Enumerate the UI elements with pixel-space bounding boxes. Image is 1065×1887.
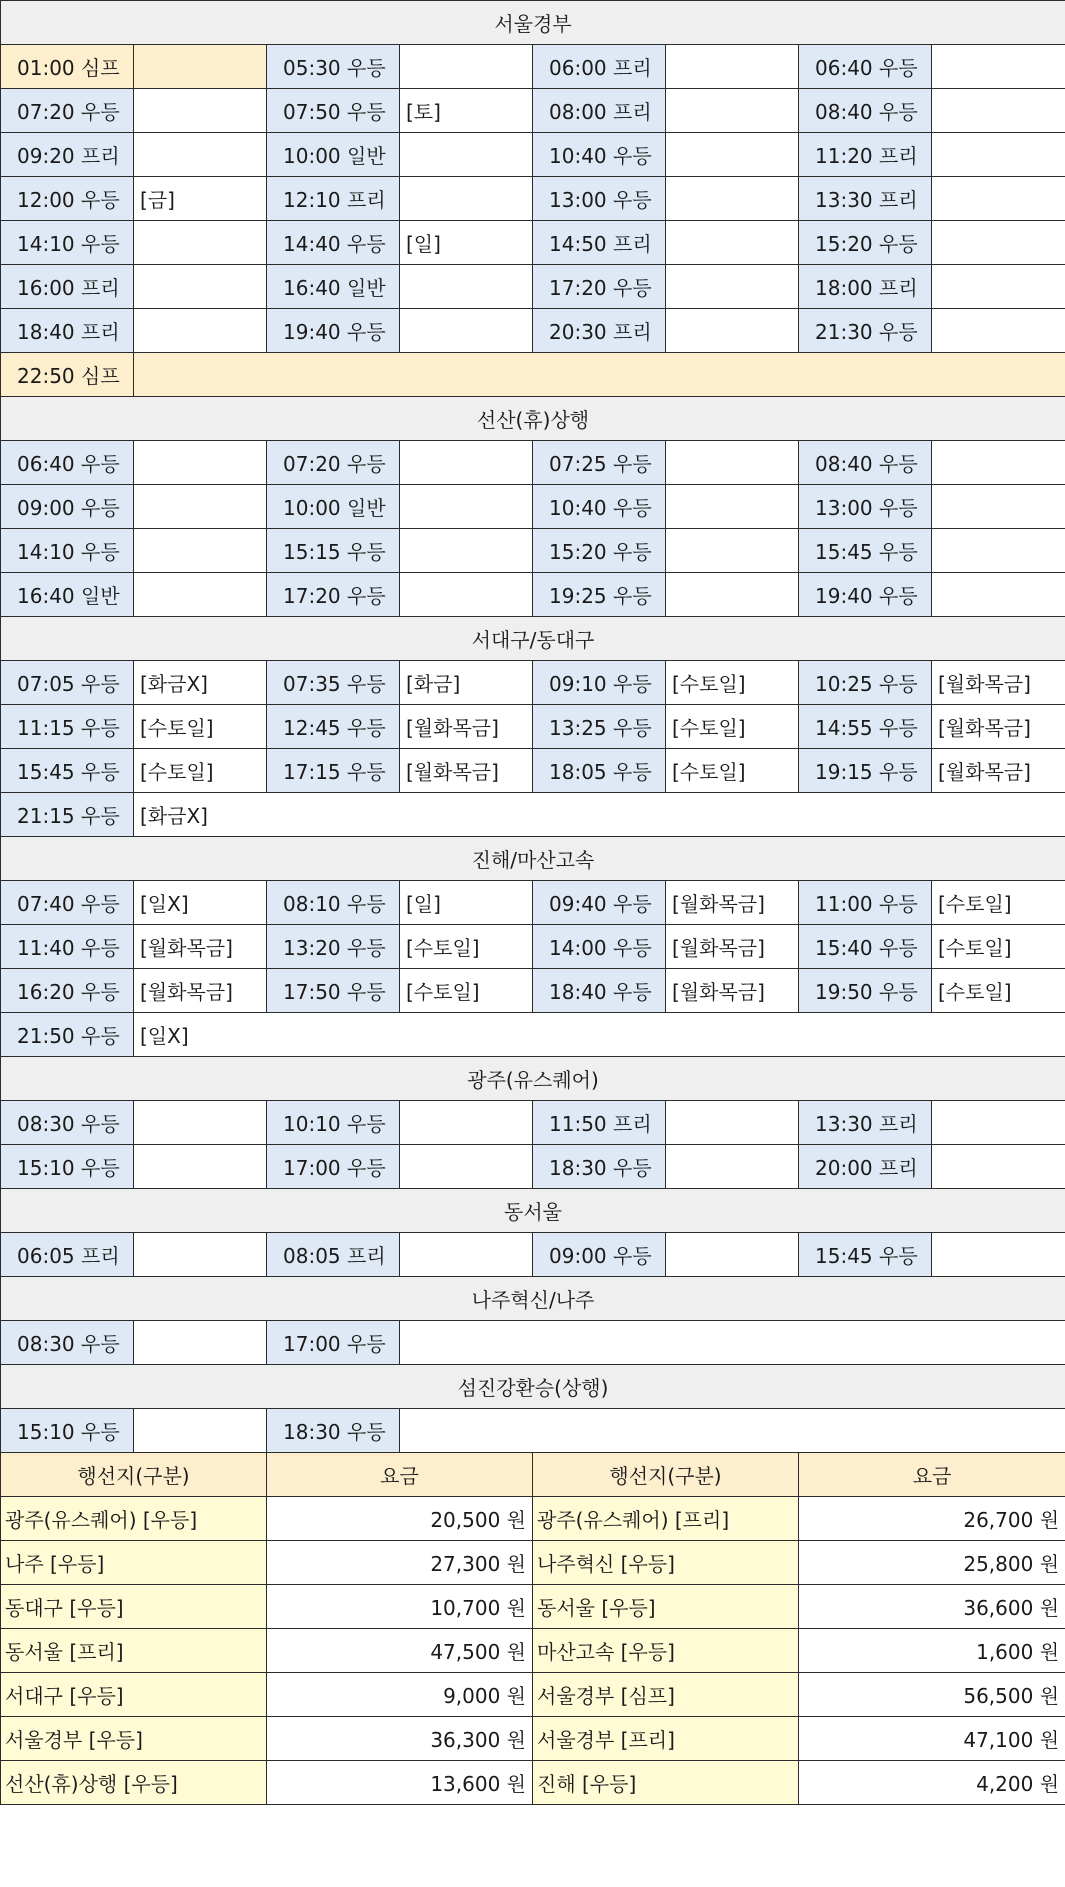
departure-time: 07:20 우등 <box>267 441 400 485</box>
departure-time: 12:10 프리 <box>267 177 400 221</box>
departure-time: 15:45 우등 <box>799 1233 932 1277</box>
section-title: 광주(유스퀘어) <box>1 1057 1065 1101</box>
departure-time: 09:20 프리 <box>1 133 134 177</box>
departure-time: 21:50 우등 <box>1 1013 134 1057</box>
departure-note: [월화목금] <box>666 969 799 1013</box>
departure-note <box>666 1101 799 1145</box>
schedule-row <box>1 749 1065 793</box>
departure-time: 14:50 프리 <box>533 221 666 265</box>
fare-destination: 동서울 [프리] <box>1 1629 267 1673</box>
fare-header-row <box>1 1453 1065 1497</box>
departure-time: 16:40 일반 <box>1 573 134 617</box>
departure-note <box>932 485 1065 529</box>
departure-time: 08:10 우등 <box>267 881 400 925</box>
departure-time: 18:30 우등 <box>533 1145 666 1189</box>
departure-note <box>134 353 1065 397</box>
schedule-row <box>1 1145 1065 1189</box>
departure-time: 10:25 우등 <box>799 661 932 705</box>
departure-time: 18:40 우등 <box>533 969 666 1013</box>
departure-note <box>134 133 267 177</box>
departure-time: 17:00 우등 <box>267 1145 400 1189</box>
departure-time: 06:05 프리 <box>1 1233 134 1277</box>
fare-price: 36,600 원 <box>799 1585 1065 1629</box>
departure-note: [월화목금] <box>400 749 533 793</box>
departure-time: 10:00 일반 <box>267 485 400 529</box>
schedule-row <box>1 309 1065 353</box>
departure-time: 13:30 프리 <box>799 177 932 221</box>
departure-note <box>134 1145 267 1189</box>
section-header-row <box>1 1057 1065 1101</box>
departure-note <box>134 441 267 485</box>
departure-time: 07:05 우등 <box>1 661 134 705</box>
departure-time: 22:50 심프 <box>1 353 134 397</box>
departure-note <box>400 529 533 573</box>
departure-note: [일] <box>400 221 533 265</box>
schedule-row <box>1 177 1065 221</box>
departure-note <box>932 45 1065 89</box>
departure-note: [월화목금] <box>932 705 1065 749</box>
departure-time: 20:30 프리 <box>533 309 666 353</box>
schedule-row <box>1 133 1065 177</box>
schedule-row <box>1 529 1065 573</box>
fare-row <box>1 1761 1065 1805</box>
schedule-row <box>1 969 1065 1013</box>
departure-time: 09:10 우등 <box>533 661 666 705</box>
departure-time: 20:00 프리 <box>799 1145 932 1189</box>
departure-note: [월화목금] <box>932 661 1065 705</box>
departure-time: 10:40 우등 <box>533 485 666 529</box>
fare-destination: 진해 [우등] <box>533 1761 799 1805</box>
departure-time: 07:25 우등 <box>533 441 666 485</box>
departure-note <box>932 265 1065 309</box>
fare-destination: 선산(휴)상행 [우등] <box>1 1761 267 1805</box>
departure-time: 17:20 우등 <box>533 265 666 309</box>
departure-time: 17:20 우등 <box>267 573 400 617</box>
departure-note <box>932 89 1065 133</box>
section-header-row <box>1 1365 1065 1409</box>
departure-note: [일] <box>400 881 533 925</box>
departure-time: 08:40 우등 <box>799 441 932 485</box>
fare-price: 56,500 원 <box>799 1673 1065 1717</box>
fare-price: 26,700 원 <box>799 1497 1065 1541</box>
departure-note <box>932 221 1065 265</box>
departure-note <box>134 1321 267 1365</box>
section-title: 섬진강환승(상행) <box>1 1365 1065 1409</box>
fare-destination: 나주 [우등] <box>1 1541 267 1585</box>
departure-note <box>932 529 1065 573</box>
departure-time: 14:00 우등 <box>533 925 666 969</box>
departure-note <box>932 1145 1065 1189</box>
departure-time: 21:30 우등 <box>799 309 932 353</box>
departure-note: [수토일] <box>932 969 1065 1013</box>
departure-time: 17:50 우등 <box>267 969 400 1013</box>
fare-price: 4,200 원 <box>799 1761 1065 1805</box>
fare-price: 9,000 원 <box>267 1673 533 1717</box>
departure-time: 15:40 우등 <box>799 925 932 969</box>
departure-note <box>666 177 799 221</box>
departure-time: 06:40 우등 <box>799 45 932 89</box>
departure-note <box>400 485 533 529</box>
departure-note: [수토일] <box>666 749 799 793</box>
departure-note: [수토일] <box>134 705 267 749</box>
section-title: 서대구/동대구 <box>1 617 1065 661</box>
departure-time: 18:30 우등 <box>267 1409 400 1453</box>
departure-time: 09:00 우등 <box>533 1233 666 1277</box>
departure-time: 13:00 우등 <box>799 485 932 529</box>
departure-note: [수토일] <box>932 881 1065 925</box>
departure-note <box>134 1101 267 1145</box>
departure-time: 19:15 우등 <box>799 749 932 793</box>
departure-time: 06:00 프리 <box>533 45 666 89</box>
departure-time: 12:45 우등 <box>267 705 400 749</box>
departure-note <box>932 1233 1065 1277</box>
departure-time: 13:25 우등 <box>533 705 666 749</box>
fare-header-destination: 행선지(구분) <box>1 1453 267 1497</box>
departure-note: [일X] <box>134 1013 1065 1057</box>
fare-destination: 동서울 [우등] <box>533 1585 799 1629</box>
departure-note <box>134 529 267 573</box>
departure-note <box>666 529 799 573</box>
departure-note <box>400 1233 533 1277</box>
departure-note <box>400 265 533 309</box>
departure-note: [월화목금] <box>400 705 533 749</box>
departure-note <box>932 133 1065 177</box>
departure-time: 01:00 심프 <box>1 45 134 89</box>
departure-note <box>932 309 1065 353</box>
fare-price: 1,600 원 <box>799 1629 1065 1673</box>
departure-note <box>932 441 1065 485</box>
departure-time: 15:20 우등 <box>533 529 666 573</box>
departure-time: 15:45 우등 <box>799 529 932 573</box>
fare-header-price: 요금 <box>267 1453 533 1497</box>
section-title: 서울경부 <box>1 1 1065 45</box>
schedule-row <box>1 573 1065 617</box>
departure-time: 13:20 우등 <box>267 925 400 969</box>
departure-note: [월화목금] <box>666 925 799 969</box>
departure-time: 15:15 우등 <box>267 529 400 573</box>
departure-time: 09:40 우등 <box>533 881 666 925</box>
departure-note <box>666 1233 799 1277</box>
departure-note <box>666 441 799 485</box>
fare-row <box>1 1541 1065 1585</box>
departure-time: 15:10 우등 <box>1 1145 134 1189</box>
departure-time: 13:00 우등 <box>533 177 666 221</box>
departure-time: 21:15 우등 <box>1 793 134 837</box>
departure-time: 08:05 프리 <box>267 1233 400 1277</box>
departure-note <box>400 441 533 485</box>
departure-time: 17:15 우등 <box>267 749 400 793</box>
departure-note: [토] <box>400 89 533 133</box>
departure-note <box>134 485 267 529</box>
departure-time: 19:25 우등 <box>533 573 666 617</box>
schedule-row <box>1 705 1065 749</box>
departure-note: [수토일] <box>400 969 533 1013</box>
departure-note: [일X] <box>134 881 267 925</box>
departure-time: 10:10 우등 <box>267 1101 400 1145</box>
departure-note <box>134 265 267 309</box>
schedule-row <box>1 925 1065 969</box>
fare-row <box>1 1717 1065 1761</box>
section-header-row <box>1 1277 1065 1321</box>
fare-destination: 동대구 [우등] <box>1 1585 267 1629</box>
section-header-row <box>1 397 1065 441</box>
schedule-row <box>1 1013 1065 1057</box>
section-header-row <box>1 1189 1065 1233</box>
schedule-row <box>1 1101 1065 1145</box>
departure-note <box>134 309 267 353</box>
departure-time: 07:40 우등 <box>1 881 134 925</box>
departure-note <box>400 309 533 353</box>
departure-note <box>666 133 799 177</box>
departure-note <box>134 1233 267 1277</box>
section-header-row <box>1 837 1065 881</box>
departure-note <box>666 265 799 309</box>
departure-note <box>134 1409 267 1453</box>
departure-note: [화금] <box>400 661 533 705</box>
departure-note: [월화목금] <box>134 969 267 1013</box>
departure-note <box>400 573 533 617</box>
departure-time: 19:40 우등 <box>799 573 932 617</box>
fare-header-price: 요금 <box>799 1453 1065 1497</box>
departure-note: [수토일] <box>134 749 267 793</box>
departure-note <box>666 573 799 617</box>
section-title: 나주혁신/나주 <box>1 1277 1065 1321</box>
departure-note: [수토일] <box>666 705 799 749</box>
departure-time: 08:30 우등 <box>1 1321 134 1365</box>
fare-price: 25,800 원 <box>799 1541 1065 1585</box>
departure-note <box>400 45 533 89</box>
fare-destination: 마산고속 [우등] <box>533 1629 799 1673</box>
departure-time: 08:40 우등 <box>799 89 932 133</box>
departure-time: 11:50 프리 <box>533 1101 666 1145</box>
departure-time: 09:00 우등 <box>1 485 134 529</box>
fare-destination: 서울경부 [우등] <box>1 1717 267 1761</box>
fare-price: 47,100 원 <box>799 1717 1065 1761</box>
departure-time: 10:00 일반 <box>267 133 400 177</box>
departure-note <box>400 177 533 221</box>
departure-note <box>666 221 799 265</box>
departure-time: 14:10 우등 <box>1 529 134 573</box>
schedule-row <box>1 881 1065 925</box>
departure-time: 14:55 우등 <box>799 705 932 749</box>
departure-time: 07:35 우등 <box>267 661 400 705</box>
section-title: 진해/마산고속 <box>1 837 1065 881</box>
departure-time: 16:40 일반 <box>267 265 400 309</box>
departure-note <box>666 485 799 529</box>
departure-time: 11:20 프리 <box>799 133 932 177</box>
departure-time: 11:40 우등 <box>1 925 134 969</box>
fare-price: 47,500 원 <box>267 1629 533 1673</box>
section-title: 선산(휴)상행 <box>1 397 1065 441</box>
departure-note: [월화목금] <box>932 749 1065 793</box>
departure-note <box>400 133 533 177</box>
fare-price: 10,700 원 <box>267 1585 533 1629</box>
departure-time: 12:00 우등 <box>1 177 134 221</box>
departure-note <box>666 1145 799 1189</box>
departure-note <box>134 89 267 133</box>
departure-time: 14:40 우등 <box>267 221 400 265</box>
departure-note <box>400 1321 1065 1365</box>
departure-note <box>400 1101 533 1145</box>
departure-time: 18:05 우등 <box>533 749 666 793</box>
departure-time: 08:00 프리 <box>533 89 666 133</box>
schedule-row <box>1 221 1065 265</box>
departure-time: 08:30 우등 <box>1 1101 134 1145</box>
fare-row <box>1 1585 1065 1629</box>
departure-time: 19:40 우등 <box>267 309 400 353</box>
departure-note <box>134 45 267 89</box>
fare-price: 20,500 원 <box>267 1497 533 1541</box>
fare-destination: 서대구 [우등] <box>1 1673 267 1717</box>
schedule-row <box>1 353 1065 397</box>
departure-note <box>932 1101 1065 1145</box>
departure-note <box>932 573 1065 617</box>
departure-note: [수토일] <box>400 925 533 969</box>
schedule-row <box>1 45 1065 89</box>
departure-time: 18:00 프리 <box>799 265 932 309</box>
fare-price: 13,600 원 <box>267 1761 533 1805</box>
departure-time: 13:30 프리 <box>799 1101 932 1145</box>
section-header-row <box>1 1 1065 45</box>
departure-note: [수토일] <box>666 661 799 705</box>
departure-time: 19:50 우등 <box>799 969 932 1013</box>
schedule-row <box>1 441 1065 485</box>
departure-note <box>400 1409 1065 1453</box>
fare-destination: 서울경부 [프리] <box>533 1717 799 1761</box>
departure-note <box>666 45 799 89</box>
departure-time: 11:15 우등 <box>1 705 134 749</box>
departure-time: 16:20 우등 <box>1 969 134 1013</box>
departure-time: 05:30 우등 <box>267 45 400 89</box>
schedule-row <box>1 1321 1065 1365</box>
departure-note: [금] <box>134 177 267 221</box>
schedule-row <box>1 265 1065 309</box>
departure-time: 11:00 우등 <box>799 881 932 925</box>
fare-row <box>1 1673 1065 1717</box>
fare-destination: 광주(유스퀘어) [우등] <box>1 1497 267 1541</box>
section-title: 동서울 <box>1 1189 1065 1233</box>
schedule-row <box>1 89 1065 133</box>
fare-destination: 서울경부 [심프] <box>533 1673 799 1717</box>
departure-note: [화금X] <box>134 661 267 705</box>
departure-note: [월화목금] <box>666 881 799 925</box>
schedule-row <box>1 793 1065 837</box>
fare-header-destination: 행선지(구분) <box>533 1453 799 1497</box>
schedule-row <box>1 485 1065 529</box>
departure-note <box>666 89 799 133</box>
departure-note: [월화목금] <box>134 925 267 969</box>
fare-price: 27,300 원 <box>267 1541 533 1585</box>
departure-time: 15:10 우등 <box>1 1409 134 1453</box>
departure-time: 15:20 우등 <box>799 221 932 265</box>
fare-row <box>1 1497 1065 1541</box>
departure-time: 18:40 프리 <box>1 309 134 353</box>
departure-time: 17:00 우등 <box>267 1321 400 1365</box>
departure-note: [수토일] <box>932 925 1065 969</box>
fare-price: 36,300 원 <box>267 1717 533 1761</box>
departure-time: 14:10 우등 <box>1 221 134 265</box>
fare-row <box>1 1629 1065 1673</box>
departure-time: 06:40 우등 <box>1 441 134 485</box>
schedule-row <box>1 661 1065 705</box>
departure-note <box>932 177 1065 221</box>
departure-note <box>400 1145 533 1189</box>
departure-time: 16:00 프리 <box>1 265 134 309</box>
departure-note <box>134 573 267 617</box>
schedule-row <box>1 1409 1065 1453</box>
fare-destination: 나주혁신 [우등] <box>533 1541 799 1585</box>
departure-time: 07:20 우등 <box>1 89 134 133</box>
schedule-row <box>1 1233 1065 1277</box>
departure-note <box>666 309 799 353</box>
departure-time: 10:40 우등 <box>533 133 666 177</box>
section-header-row <box>1 617 1065 661</box>
departure-note: [화금X] <box>134 793 1065 837</box>
fare-destination: 광주(유스퀘어) [프리] <box>533 1497 799 1541</box>
departure-time: 15:45 우등 <box>1 749 134 793</box>
departure-time: 07:50 우등 <box>267 89 400 133</box>
departure-note <box>134 221 267 265</box>
